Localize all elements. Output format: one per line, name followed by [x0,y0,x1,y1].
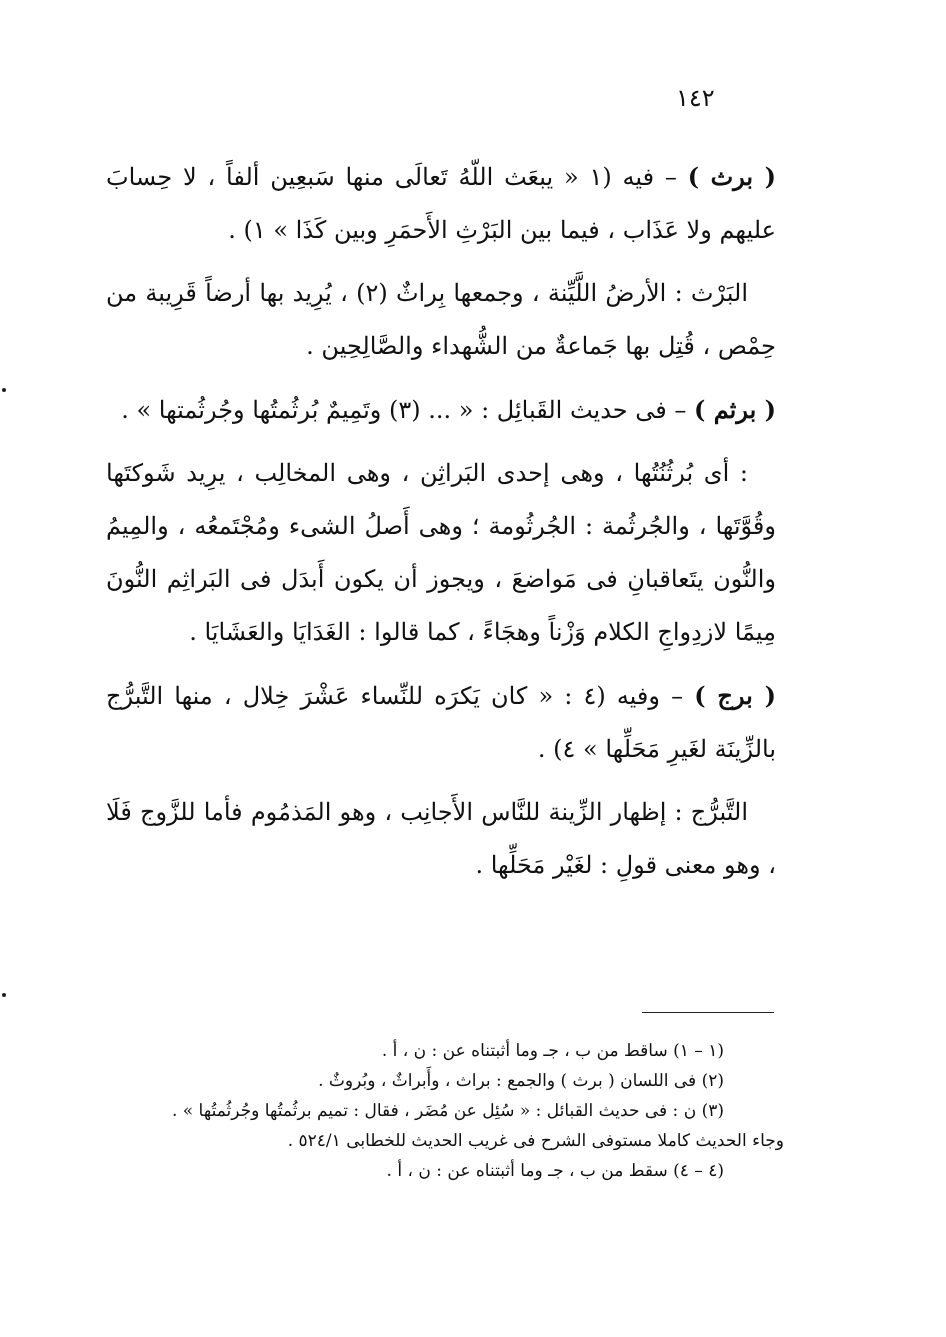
entry-headword: ( برث ) [687,162,776,191]
gloss-paragraph [106,267,776,373]
main-text [106,150,776,902]
entry-paragraph [106,150,776,257]
page-number: ١٤٢ [676,84,715,112]
entry-headword: ( برثم ) [694,395,776,424]
gloss-text: التَّبرُّج : إظهار الزِّينة للنَّاس الأَجانِب ، وهو المَذمُوم فأما للزَّوج فَلَا ، وهو معنى قولِ : لغَيْر مَحَلِّها . [106,798,776,879]
footnote: (٤ – ٤) سقط من ب ، جـ وما أثبتناه عن : ن ، أ . [386,1161,724,1181]
margin-mark [2,993,6,997]
footnote: (١ – ١) ساقط من ب ، جـ وما أثبتناه عن : ن ، أ . [381,1041,724,1061]
entry-paragraph [106,669,776,776]
gloss-text: : أى بُرثُنُتُها ، وهى إحدى البَراثِن ، وهى المخالِب ، يرِيد شَوكتَها وقُوَّتَها ، والجُرثُمة : الجُرثُومة ؛ وهى أَصلُ الشىء ومُجْتَمعُه ، والمِيمُ والنُّون يتَعاقبانِ فى مَواضعَ ، ويجوز أن يكون أَبدَل فى البَراثِم النُّونَ مِيمًا لازدِواجِ الكلام وَزْناً وهجَاءً ، كما قالوا : الغَدَايَا والعَشَايَا . [106,459,776,646]
footnote: (٢) فى اللسان ( برث ) والجمع : براث ، وأَبراثٌ ، وبُروثٌ . [318,1071,724,1091]
margin-mark [2,388,6,392]
entry-text: – وفيه (٤ : « كان يَكرَه للنِّساء عَشْرَ خِلال ، منها التَّبرُّج بالزِّينَة لغَيرِ مَحَلِّها » ٤) . [106,682,776,763]
gloss-text: البَرْث : الأرضُ اللَّيِّنة ، وجمعها بِراثٌ (٢) ، يُرِيد بها أرضاً قَرِيبة من حِمْص ، قُتِل بها جَماعةٌ من الشُّهداء والصَّالِحِين . [106,279,776,360]
gloss-paragraph [106,786,776,892]
entry-paragraph [106,383,776,437]
entry-text: – فى حديث القَبائِل : « ... (٣) وتَمِيمٌ بُرثُمتُها وجُرثُمتها » . [121,396,694,424]
footnotes [100,1036,784,1186]
entry-headword: ( برج ) [694,681,776,710]
footnote: (٣) ن : فى حديث القبائل : « سُئِل عن مُضَر ، فقال : تميم برثُمتُها وجُرثُمتُها » . [171,1101,724,1121]
footnote-continuation: وجاء الحديث كاملا مستوفى الشرح فى غريب الحديث للخطابى ٥٢٤/١ . [287,1131,784,1151]
gloss-paragraph [106,447,776,659]
footnote-divider [642,1012,774,1013]
entry-text: – فيه (١ « يبعَث اللّهُ تَعالَى منها سَبعِين ألفاً ، لا حِسابَ عليهم ولا عَذَاب ، فيما بين البَرْثِ الأَحمَرِ وبين كَذَا » ١) . [106,163,776,244]
